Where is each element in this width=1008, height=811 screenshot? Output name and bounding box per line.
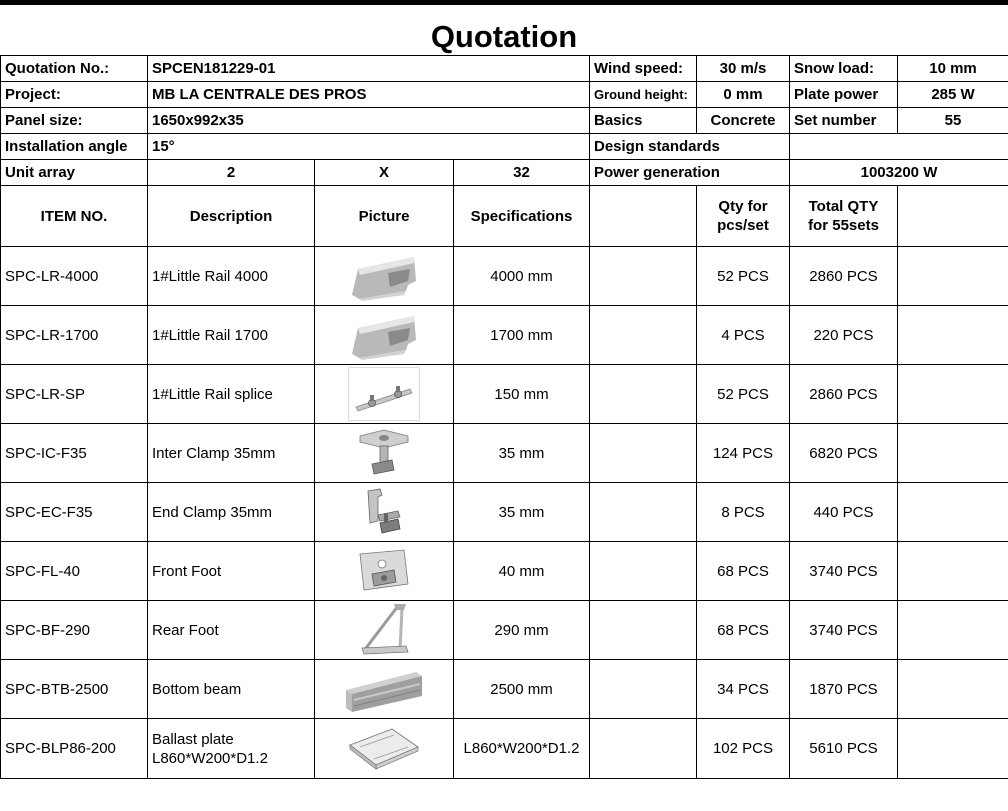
snow-load-label: Snow load: (790, 56, 898, 82)
description-cell: Inter Clamp 35mm (148, 424, 315, 483)
unit-array-b: 32 (454, 160, 590, 186)
panel-size-label: Panel size: (1, 108, 148, 134)
last-cell (898, 247, 1008, 306)
info-row-3 (1, 108, 1008, 134)
unit-array-x: X (315, 160, 454, 186)
spec-cell: 150 mm (454, 365, 590, 424)
picture-cell (315, 483, 454, 542)
description-cell: End Clamp 35mm (148, 483, 315, 542)
spec-cell: 35 mm (454, 424, 590, 483)
total-cell: 3740 PCS (790, 601, 898, 660)
total-cell: 5610 PCS (790, 719, 898, 779)
qty-cell: 4 PCS (697, 306, 790, 365)
info-row-4 (1, 134, 1008, 160)
installation-angle-value: 15° (148, 134, 590, 160)
front-foot-icon (354, 544, 414, 598)
item-no-cell: SPC-LR-1700 (1, 306, 148, 365)
blank-cell (590, 719, 697, 779)
info-row-2 (1, 82, 1008, 108)
last-cell (898, 660, 1008, 719)
header-total-line1: Total QTY (808, 198, 879, 215)
quotation-no-value: SPCEN181229-01 (148, 56, 590, 82)
blank-cell (590, 365, 697, 424)
table-row (1, 424, 1008, 483)
ground-height-value: 0 mm (697, 82, 790, 108)
total-cell: 3740 PCS (790, 542, 898, 601)
qty-cell: 102 PCS (697, 719, 790, 779)
picture-cell (315, 601, 454, 660)
total-cell: 2860 PCS (790, 365, 898, 424)
column-header-row (1, 186, 1008, 247)
description-cell: Front Foot (148, 542, 315, 601)
quotation-no-label: Quotation No.: (1, 56, 148, 82)
last-cell (898, 424, 1008, 483)
top-border-bar (0, 0, 1008, 5)
header-qty-line2: pcs/set (717, 217, 769, 234)
installation-angle-label: Installation angle (1, 134, 148, 160)
little-rail-icon (348, 251, 420, 301)
picture-cell (315, 424, 454, 483)
wind-speed-value: 30 m/s (697, 56, 790, 82)
ground-height-label: Ground height: (590, 82, 697, 108)
last-cell (898, 542, 1008, 601)
blank-cell (590, 660, 697, 719)
basics-label: Basics (590, 108, 697, 134)
item-no-cell: SPC-IC-F35 (1, 424, 148, 483)
spec-cell: 1700 mm (454, 306, 590, 365)
last-cell (898, 601, 1008, 660)
wind-speed-label: Wind speed: (590, 56, 697, 82)
item-no-cell: SPC-BF-290 (1, 601, 148, 660)
blank-cell (590, 247, 697, 306)
description-cell: Rear Foot (148, 601, 315, 660)
rear-foot-icon (354, 602, 414, 658)
description-cell: 1#Little Rail 1700 (148, 306, 315, 365)
little-rail-icon (348, 310, 420, 360)
inter-clamp-icon (354, 426, 414, 480)
picture-cell (315, 542, 454, 601)
spec-cell: L860*W200*D1.2 (454, 719, 590, 779)
item-no-cell: SPC-EC-F35 (1, 483, 148, 542)
header-picture: Picture (315, 186, 454, 247)
total-cell: 220 PCS (790, 306, 898, 365)
picture-cell (315, 660, 454, 719)
item-no-cell: SPC-BLP86-200 (1, 719, 148, 779)
blank-cell (590, 601, 697, 660)
end-clamp-icon (354, 485, 414, 539)
total-cell: 440 PCS (790, 483, 898, 542)
plate-power-value: 285 W (898, 82, 1008, 108)
spec-cell: 40 mm (454, 542, 590, 601)
qty-cell: 52 PCS (697, 365, 790, 424)
picture-cell (315, 365, 454, 424)
last-cell (898, 365, 1008, 424)
power-generation-value: 1003200 W (790, 160, 1008, 186)
table-row (1, 306, 1008, 365)
table-row (1, 365, 1008, 424)
plate-power-label: Plate power (790, 82, 898, 108)
blank-cell (590, 542, 697, 601)
header-total-qty (790, 186, 898, 247)
spec-cell: 4000 mm (454, 247, 590, 306)
ballast-plate-icon (346, 723, 422, 775)
item-no-cell: SPC-LR-4000 (1, 247, 148, 306)
item-no-cell: SPC-FL-40 (1, 542, 148, 601)
description-line1: Ballast plate (152, 730, 234, 748)
header-item-no: ITEM NO. (1, 186, 148, 247)
info-row-1 (1, 56, 1008, 82)
last-cell (898, 306, 1008, 365)
header-specifications: Specifications (454, 186, 590, 247)
item-no-cell: SPC-BTB-2500 (1, 660, 148, 719)
project-value: MB LA CENTRALE DES PROS (148, 82, 590, 108)
unit-array-a: 2 (148, 160, 315, 186)
total-cell: 1870 PCS (790, 660, 898, 719)
description-line2: L860*W200*D1.2 (152, 749, 268, 767)
table-row (1, 660, 1008, 719)
info-row-5 (1, 160, 1008, 186)
page-title: Quotation (430, 19, 578, 54)
picture-cell (315, 306, 454, 365)
spec-cell: 2500 mm (454, 660, 590, 719)
header-description: Description (148, 186, 315, 247)
header-total-line2: for 55sets (808, 217, 879, 234)
blank-cell (590, 306, 697, 365)
blank-cell (590, 483, 697, 542)
quotation-table (0, 55, 1008, 779)
header-qty-line1: Qty for (718, 198, 768, 215)
table-row (1, 247, 1008, 306)
unit-array-label: Unit array (1, 160, 148, 186)
item-no-cell: SPC-LR-SP (1, 365, 148, 424)
total-cell: 6820 PCS (790, 424, 898, 483)
description-cell: Bottom beam (148, 660, 315, 719)
table-row (1, 719, 1008, 779)
bottom-beam-icon (344, 664, 424, 714)
table-row (1, 483, 1008, 542)
rail-splice-icon (348, 367, 420, 421)
spec-cell: 290 mm (454, 601, 590, 660)
snow-load-value: 10 mm (898, 56, 1008, 82)
set-number-value: 55 (898, 108, 1008, 134)
qty-cell: 52 PCS (697, 247, 790, 306)
last-cell (898, 719, 1008, 779)
design-standards-value (790, 134, 1008, 160)
picture-cell (315, 719, 454, 779)
table-row (1, 601, 1008, 660)
qty-cell: 34 PCS (697, 660, 790, 719)
qty-cell: 68 PCS (697, 542, 790, 601)
power-generation-label: Power generation (590, 160, 790, 186)
table-row (1, 542, 1008, 601)
picture-cell (315, 247, 454, 306)
qty-cell: 8 PCS (697, 483, 790, 542)
description-cell: 1#Little Rail splice (148, 365, 315, 424)
header-last (898, 186, 1008, 247)
qty-cell: 68 PCS (697, 601, 790, 660)
basics-value: Concrete (697, 108, 790, 134)
header-blank (590, 186, 697, 247)
design-standards-label: Design standards (590, 134, 790, 160)
header-qty-per-set (697, 186, 790, 247)
qty-cell: 124 PCS (697, 424, 790, 483)
spec-cell: 35 mm (454, 483, 590, 542)
blank-cell (590, 424, 697, 483)
set-number-label: Set number (790, 108, 898, 134)
project-label: Project: (1, 82, 148, 108)
description-cell: 1#Little Rail 4000 (148, 247, 315, 306)
panel-size-value: 1650x992x35 (148, 108, 590, 134)
total-cell: 2860 PCS (790, 247, 898, 306)
last-cell (898, 483, 1008, 542)
description-cell (148, 719, 315, 779)
